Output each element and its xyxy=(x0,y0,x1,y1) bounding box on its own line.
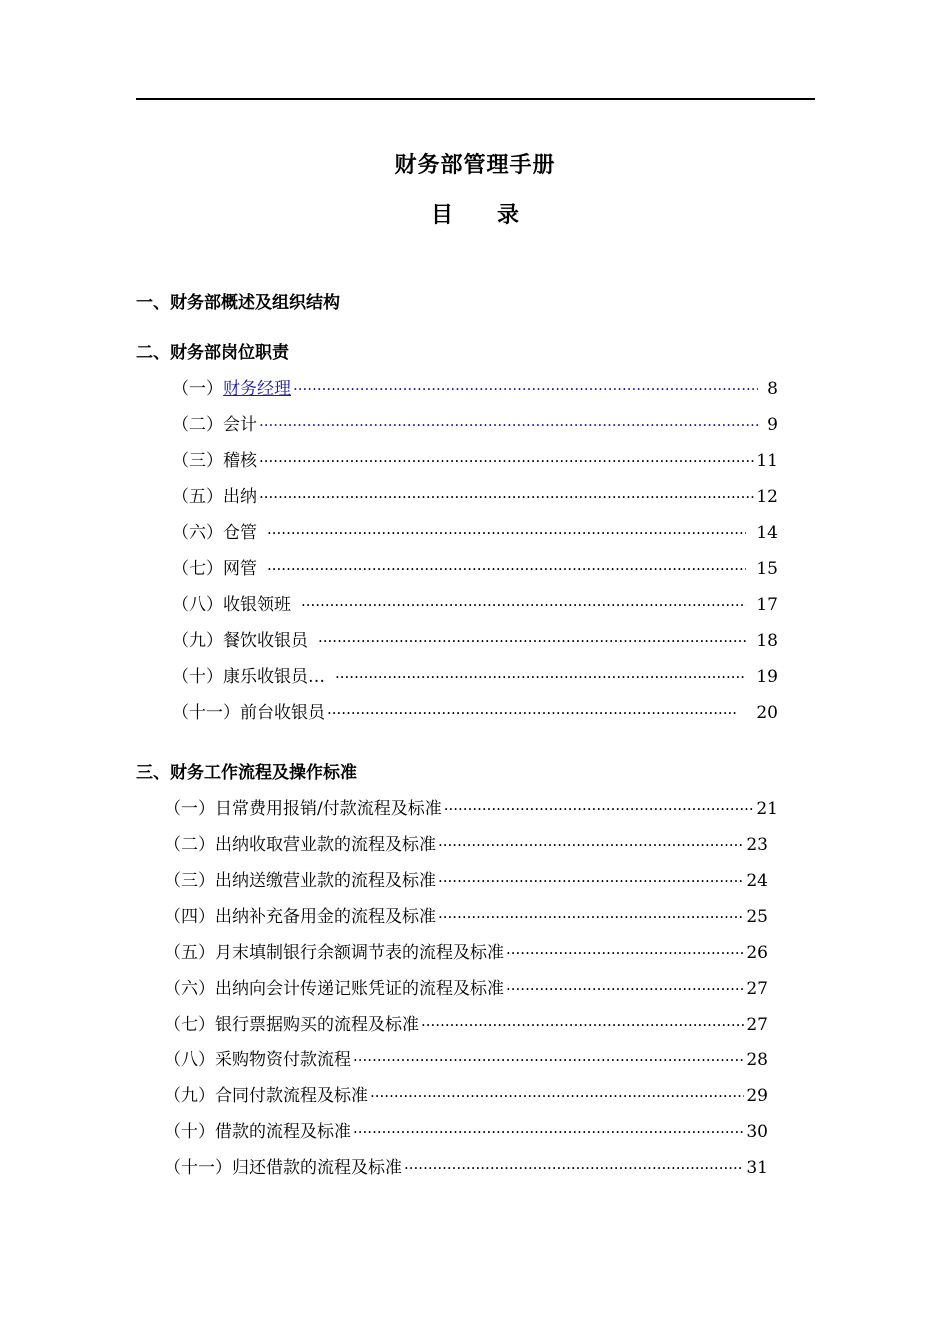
toc-entry-page: 17 xyxy=(756,595,778,614)
toc-leader-dots xyxy=(259,488,754,506)
toc-entry-num: （十一） xyxy=(172,703,240,722)
toc-entry-label: 归还借款的流程及标准 xyxy=(232,1158,402,1177)
toc-entry-label[interactable]: 财务经理 xyxy=(223,379,291,398)
toc-leader-dots xyxy=(438,836,744,854)
toc-leader-dots xyxy=(438,872,744,890)
toc-leader-dots xyxy=(353,1051,744,1069)
toc-entry[interactable] xyxy=(164,938,768,962)
toc-entry-num: （七） xyxy=(164,1015,215,1034)
toc-entry-label: 餐饮收银员 xyxy=(223,631,308,650)
toc-entry-num: （二） xyxy=(164,835,215,854)
toc-entry-num: （十一） xyxy=(164,1158,232,1177)
toc-entry-label: 会计 xyxy=(223,415,257,434)
toc-entry[interactable] xyxy=(172,626,778,650)
toc-entry-num: （一） xyxy=(172,379,223,398)
toc-entry-label: 前台收银员 xyxy=(240,703,325,722)
toc-entry-num: （十） xyxy=(172,667,223,686)
toc-entry-finance-manager[interactable] xyxy=(172,374,778,398)
toc-leader-dots xyxy=(404,1159,744,1177)
toc-entry-label: 出纳送缴营业款的流程及标准 xyxy=(215,871,436,890)
toc-entry-num: （六） xyxy=(164,979,215,998)
toc-entry-num: （十） xyxy=(164,1122,215,1141)
document-title: 财务部管理手册 xyxy=(394,152,556,178)
toc-entry-page: 18 xyxy=(756,631,778,650)
toc-leader-dots xyxy=(259,416,758,434)
toc-entry-label: 出纳 xyxy=(223,487,257,506)
toc-entry[interactable] xyxy=(172,698,778,722)
toc-leader-dots xyxy=(506,980,744,998)
toc-leader-dots xyxy=(335,668,746,686)
toc-entry-label: 康乐收银员… xyxy=(223,667,325,686)
toc-entry-num: （九） xyxy=(164,1086,215,1105)
toc-entry-page: 28 xyxy=(746,1050,768,1069)
toc-entry-page: 25 xyxy=(746,907,768,926)
toc-entry-label: 出纳补充备用金的流程及标准 xyxy=(215,907,436,926)
toc-entry-page: 26 xyxy=(746,943,768,962)
toc-entry[interactable] xyxy=(172,662,778,686)
toc-leader-dots xyxy=(267,560,746,578)
toc-entry-label: 借款的流程及标准 xyxy=(215,1122,351,1141)
toc-entry-label: 采购物资付款流程 xyxy=(215,1050,351,1069)
toc-entry-label: 网管 xyxy=(223,559,257,578)
toc-leader-dots xyxy=(506,944,744,962)
toc-entry-page: 29 xyxy=(746,1086,768,1105)
toc-entry-page: 27 xyxy=(746,979,768,998)
toc-entry-page: 19 xyxy=(756,667,778,686)
toc-entry-num: （八） xyxy=(164,1050,215,1069)
toc-entry[interactable] xyxy=(164,902,768,926)
toc-entry-page: 30 xyxy=(746,1122,768,1141)
toc-entry[interactable] xyxy=(164,1081,768,1105)
toc-entry-page: 21 xyxy=(756,799,778,818)
toc-leader-dots xyxy=(267,524,746,542)
toc-entry[interactable] xyxy=(172,590,778,614)
toc-entry[interactable] xyxy=(164,1045,768,1069)
toc-entry[interactable] xyxy=(172,518,778,542)
toc-entry[interactable] xyxy=(164,794,778,818)
toc-entry-page: 31 xyxy=(746,1158,768,1177)
section-heading-2: 二、财务部岗位职责 xyxy=(136,343,289,363)
toc-leader-dots xyxy=(259,452,754,470)
toc-entry-page: 14 xyxy=(756,523,778,542)
toc-leader-dots xyxy=(353,1123,744,1141)
toc-entry-page: 11 xyxy=(756,451,778,470)
toc-leader-dots xyxy=(421,1016,744,1034)
toc-leader-dots xyxy=(444,800,755,818)
section-heading-3: 三、财务工作流程及操作标准 xyxy=(136,763,357,783)
toc-leader-dots xyxy=(293,380,758,398)
toc-leader-dots xyxy=(370,1087,744,1105)
toc-entry[interactable] xyxy=(164,974,768,998)
toc-leader-dots xyxy=(301,596,746,614)
toc-entry-num: （四） xyxy=(164,907,215,926)
toc-entry-num: （八） xyxy=(172,595,223,614)
toc-entry-page: 27 xyxy=(746,1015,768,1034)
toc-entry[interactable] xyxy=(172,446,778,470)
toc-entry-label: 收银领班 xyxy=(223,595,291,614)
toc-entry-label: 出纳向会计传递记账凭证的流程及标准 xyxy=(215,979,504,998)
toc-entry[interactable] xyxy=(164,866,768,890)
toc-entry-page: 20 xyxy=(756,703,778,722)
toc-entry-label: 银行票据购买的流程及标准 xyxy=(215,1015,419,1034)
toc-entry-num: （六） xyxy=(172,523,223,542)
toc-entry[interactable] xyxy=(164,1153,768,1177)
toc-entry-num: （七） xyxy=(172,559,223,578)
toc-entry-page: 8 xyxy=(767,379,778,398)
toc-entry-label: 仓管 xyxy=(223,523,257,542)
toc-entry-num: （二） xyxy=(172,415,223,434)
toc-entry-page: 9 xyxy=(767,415,778,434)
toc-entry-label: 日常费用报销/付款流程及标准 xyxy=(215,799,442,818)
toc-entry-accountant[interactable] xyxy=(172,410,778,434)
toc-entry[interactable] xyxy=(172,482,778,506)
toc-entry-page: 24 xyxy=(746,871,768,890)
toc-entry-num: （三） xyxy=(172,451,223,470)
toc-entry-num: （一） xyxy=(164,799,215,818)
toc-entry[interactable] xyxy=(164,830,768,854)
toc-entry-num: （五） xyxy=(164,943,215,962)
toc-entry-label: 出纳收取营业款的流程及标准 xyxy=(215,835,436,854)
toc-entry-label: 合同付款流程及标准 xyxy=(215,1086,368,1105)
toc-entry-page: 12 xyxy=(756,487,778,506)
toc-entry[interactable] xyxy=(164,1117,768,1141)
toc-entry-page: 15 xyxy=(756,559,778,578)
toc-entry[interactable] xyxy=(172,554,778,578)
toc-entry-num: （九） xyxy=(172,631,223,650)
section-heading-1: 一、财务部概述及组织结构 xyxy=(136,293,340,313)
toc-entry[interactable] xyxy=(164,1010,768,1034)
toc-leader-dots xyxy=(438,908,744,926)
toc-entry-page: 23 xyxy=(746,835,768,854)
toc-heading xyxy=(0,198,950,229)
toc-entry-num: （五） xyxy=(172,487,223,506)
toc-entry-label: 稽核 xyxy=(223,451,257,470)
toc-entry-num: （三） xyxy=(164,871,215,890)
toc-entry-label: 月末填制银行余额调节表的流程及标准 xyxy=(215,943,504,962)
toc-heading-char-1: 目 xyxy=(430,202,453,228)
header-rule xyxy=(136,98,815,100)
toc-heading-char-2: 录 xyxy=(497,202,520,228)
toc-leader-dots xyxy=(318,632,746,650)
toc-leader-dots xyxy=(327,704,738,722)
